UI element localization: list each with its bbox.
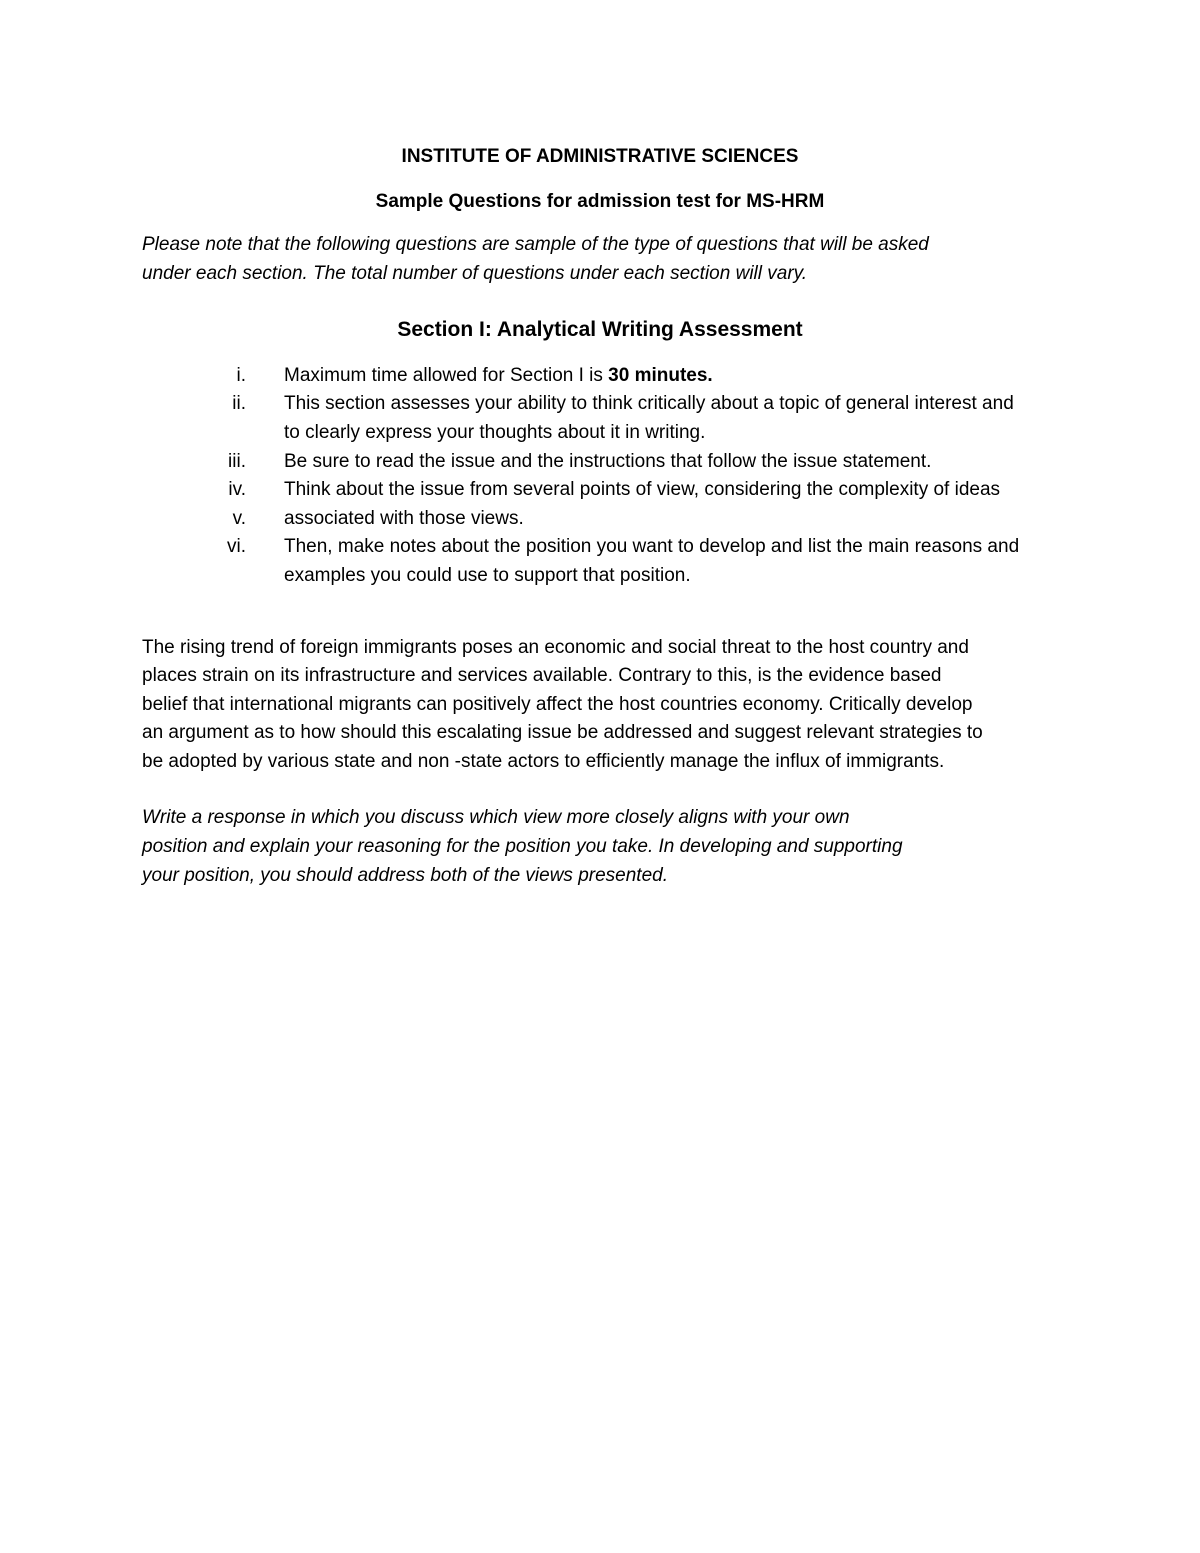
prompt-line: be adopted by various state and non -state actors to efficiently manage the influx of immigrants.	[142, 751, 945, 772]
list-item-text	[284, 364, 713, 388]
list-item-text: Think about the issue from several points of view, considering the complexity of ideas	[284, 479, 1001, 500]
instruction-line: your position, you should address both of the views presented.	[142, 865, 668, 886]
institute-heading: INSTITUTE OF ADMINISTRATIVE SCIENCES	[401, 146, 799, 167]
list-numeral: vi.	[227, 536, 246, 557]
note-line-2: under each section. The total number of questions under each section will vary.	[142, 263, 808, 284]
list-numeral: i.	[236, 365, 246, 386]
prompt-line: places strain on its infrastructure and services available. Contrary to this, is the evidence based	[142, 665, 942, 686]
list-numeral: iv.	[228, 479, 246, 500]
list-numeral: ii.	[232, 393, 246, 414]
section-title: Section I: Analytical Writing Assessment	[397, 318, 803, 341]
list-item-text: associated with those views.	[284, 508, 524, 529]
list-item-text: This section assesses your ability to think critically about a topic of general interest and	[284, 393, 1014, 414]
list-item-text: to clearly express your thoughts about it in writing.	[284, 422, 706, 443]
prompt-line: The rising trend of foreign immigrants poses an economic and social threat to the host country and	[142, 637, 969, 658]
list-numeral: v.	[232, 508, 246, 529]
list-item-text: Be sure to read the issue and the instructions that follow the issue statement.	[284, 451, 932, 472]
list-item-text-part: Maximum time allowed for Section I is	[284, 365, 609, 386]
list-item-text: Then, make notes about the position you want to develop and list the main reasons and	[284, 536, 1020, 557]
note-line-1: Please note that the following questions are sample of the type of questions that will be asked	[142, 234, 929, 255]
list-item-text: examples you could use to support that position.	[284, 565, 691, 586]
instruction-line: Write a response in which you discuss which view more closely aligns with your own	[142, 807, 850, 828]
prompt-line: an argument as to how should this escalating issue be addressed and suggest relevant strategies to	[142, 722, 983, 743]
list-item-bold-text: 30 minutes.	[608, 365, 713, 386]
list-numeral: iii.	[228, 451, 246, 472]
prompt-line: belief that international migrants can positively affect the host countries economy. Critically develop	[142, 694, 973, 715]
instruction-line: position and explain your reasoning for the position you take. In developing and supporting	[142, 836, 903, 857]
document-subtitle: Sample Questions for admission test for MS-HRM	[375, 191, 825, 212]
